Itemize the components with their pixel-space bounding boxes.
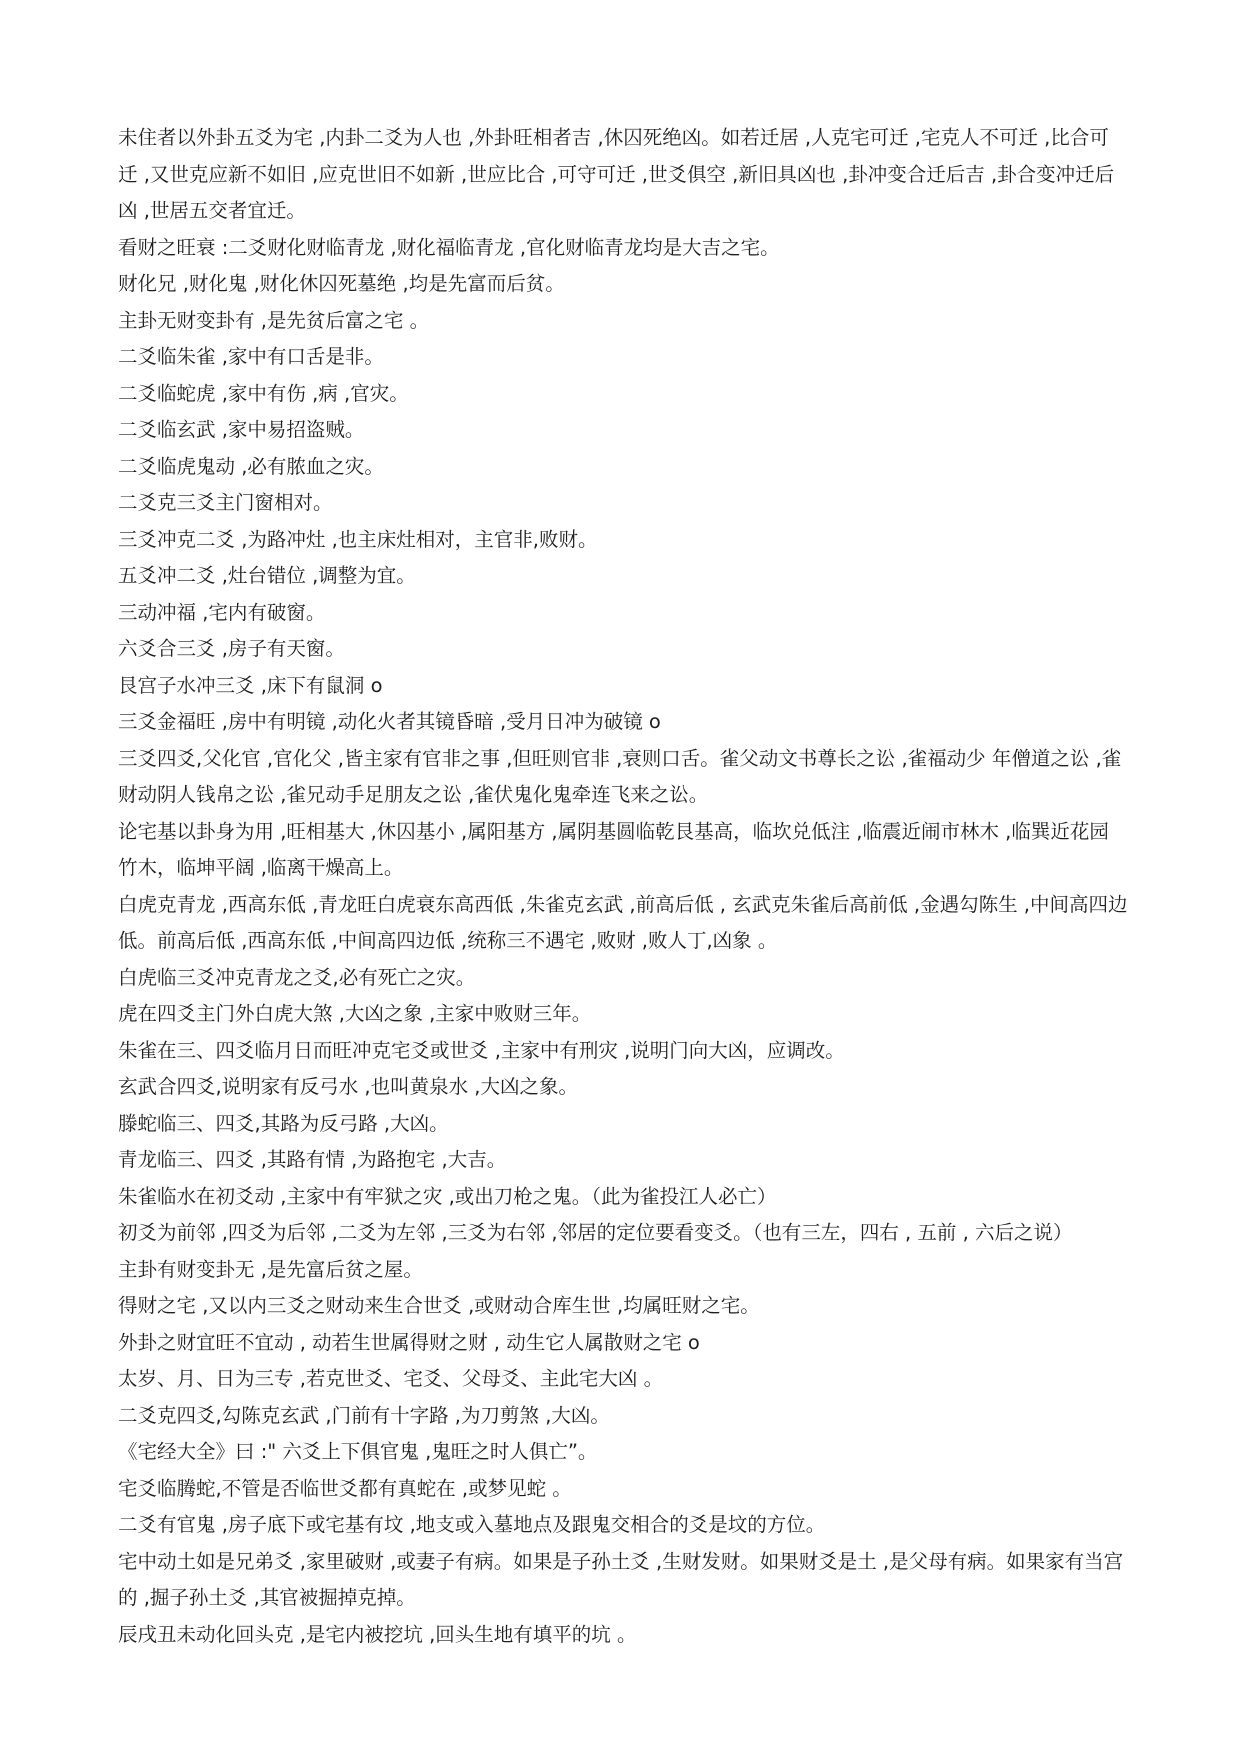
paragraph: 宅中动土如是兄弟爻 ,家里破财 ,或妻子有病。如果是子孙土爻 ,生财发财。如果财爻是土 ,是父母有病。如果家有当宫的 ,掘子孙土爻 ,其官被掘掉克掉。 xyxy=(118,1549,1124,1609)
paragraph: 三爻冲克二爻 ,为路冲灶 ,也主床灶相对，主官非,败财。 xyxy=(118,527,598,551)
paragraph: 外卦之财宜旺不宜动 , 动若生世属得财之财 , 动生它人属散财之宅 o xyxy=(118,1330,700,1354)
paragraph: 三爻金福旺 ,房中有明镜 ,动化火者其镜昏暗 ,受月日冲为破镜 o xyxy=(118,710,661,733)
paragraph: 看财之旺衰 :二爻财化财临青龙 ,财化福临青龙 ,官化财临青龙均是大吉之宅。 xyxy=(118,235,780,259)
paragraph: 滕蛇临三、四爻,其路为反弓路 ,大凶。 xyxy=(118,1111,449,1135)
paragraph: 辰戌丑未动化回头克 ,是宅内被挖坑 ,回头生地有填平的坑 。 xyxy=(118,1622,637,1646)
paragraph: 二爻临朱雀 ,家中有口舌是非。 xyxy=(118,345,384,368)
paragraph: 初爻为前邻 ,四爻为后邻 ,二爻为左邻 ,三爻为右邻 ,邻居的定位要看变爻。（也有三左，四右 , 五前 , 六后之说） xyxy=(118,1221,1073,1244)
paragraph: 二爻克三爻主门窗相对。 xyxy=(118,491,333,514)
paragraph: 太岁、月、日为三专 ,若克世爻、宅爻、父母爻、主此宅大凶 。 xyxy=(118,1367,664,1390)
paragraph: 主卦有财变卦无 ,是先富后贫之屋。 xyxy=(118,1257,423,1281)
paragraph: 财化兄 ,财化鬼 ,财化休囚死墓绝 ,均是先富而后贫。 xyxy=(118,272,565,295)
paragraph: 白虎克青龙 ,西高东低 ,青龙旺白虎衰东高西低 ,朱雀克玄武 ,前高后低 , 玄武克朱雀后高前低 ,金遇勾陈生 ,中间高四边低。前高后低 ,西高东低 ,中间高四边低 ,统称三不遇宅 ,败财 ,败人丁,凶象 。 xyxy=(118,892,1128,952)
paragraph: 朱雀在三、四爻临月日而旺冲克宅爻或世爻 ,主家中有刑灾 ,说明门向大凶，应调改。 xyxy=(118,1038,845,1062)
paragraph: 主卦无财变卦有 ,是先贫后富之宅 。 xyxy=(118,308,430,332)
paragraph: 《宅经大全》曰 :" 六爻上下俱官鬼 ,鬼旺之时人俱亡”。 xyxy=(118,1440,598,1463)
paragraph: 二爻克四爻,勾陈克玄武 ,门前有十字路 ,为刀剪煞 ,大凶。 xyxy=(118,1403,610,1427)
paragraph: 五爻冲二爻 ,灶台错位 ,调整为宜。 xyxy=(118,564,416,587)
paragraph: 三动冲福 ,宅内有破窗。 xyxy=(118,600,326,624)
paragraph: 论宅基以卦身为用 ,旺相基大 ,休囚基小 ,属阳基方 ,属阴基圆临乾艮基高，临坎兑低注 ,临震近闹市林木 ,临巽近花园竹木，临坤平阔 ,临离干燥高上。 xyxy=(118,819,1109,879)
paragraph: 二爻临蛇虎 ,家中有伤 ,病 ,官灾。 xyxy=(118,381,409,405)
paragraph: 未住者以外卦五爻为宅 ,内卦二爻为人也 ,外卦旺相者吉 ,休囚死绝凶。如若迁居 ,人克宅可迁 ,宅克人不可迁 ,比合可迁 ,又世克应新不如旧 ,应克世旧不如新 ,世应比合 ,可守可迁 ,世爻俱空 ,新旧具凶也 ,卦冲变合迁后吉 ,卦合变冲迁后凶 ,世居五交者宜迁。 xyxy=(118,126,1115,222)
paragraph: 二爻临玄武 ,家中易招盗贼。 xyxy=(118,418,365,441)
paragraph: 青龙临三、四爻 ,其路有情 ,为路抱宅 ,大吉。 xyxy=(118,1148,507,1171)
document-body xyxy=(118,120,1128,1653)
paragraph: 二爻临虎鬼动 ,必有脓血之灾。 xyxy=(118,454,384,478)
paragraph: 玄武合四爻,说明家有反弓水 ,也叫黄泉水 ,大凶之象。 xyxy=(118,1075,578,1098)
paragraph: 三爻四爻,父化官 ,官化父 ,皆主家有官非之事 ,但旺则官非 ,衰则口舌。雀父动文书尊长之讼 ,雀福动少 年僧道之讼 ,雀财动阴人钱帛之讼 ,雀兄动手足朋友之讼 ,雀伏鬼化鬼牵连飞来之讼。 xyxy=(118,746,1122,806)
paragraph: 白虎临三爻冲克青龙之爻,必有死亡之灾。 xyxy=(118,965,476,989)
paragraph: 六爻合三爻 ,房子有天窗。 xyxy=(118,637,345,660)
paragraph: 二爻有官鬼 ,房子底下或宅基有坟 ,地支或入墓地点及跟鬼交相合的爻是坟的方位。 xyxy=(118,1513,826,1536)
paragraph: 朱雀临水在初爻动 ,主家中有牢狱之灾 ,或出刀枪之鬼。（此为雀投江人必亡） xyxy=(118,1184,777,1208)
paragraph: 虎在四爻主门外白虎大煞 ,大凶之象 ,主家中败财三年。 xyxy=(118,1002,592,1025)
paragraph: 艮宫子水冲三爻 ,床下有鼠洞 o xyxy=(118,673,383,697)
paragraph: 得财之宅 ,又以内三爻之财动来生合世爻 ,或财动合库生世 ,均属旺财之宅。 xyxy=(118,1294,760,1317)
paragraph: 宅爻临腾蛇,不管是否临世爻都有真蛇在 ,或梦见蛇 。 xyxy=(118,1476,572,1500)
